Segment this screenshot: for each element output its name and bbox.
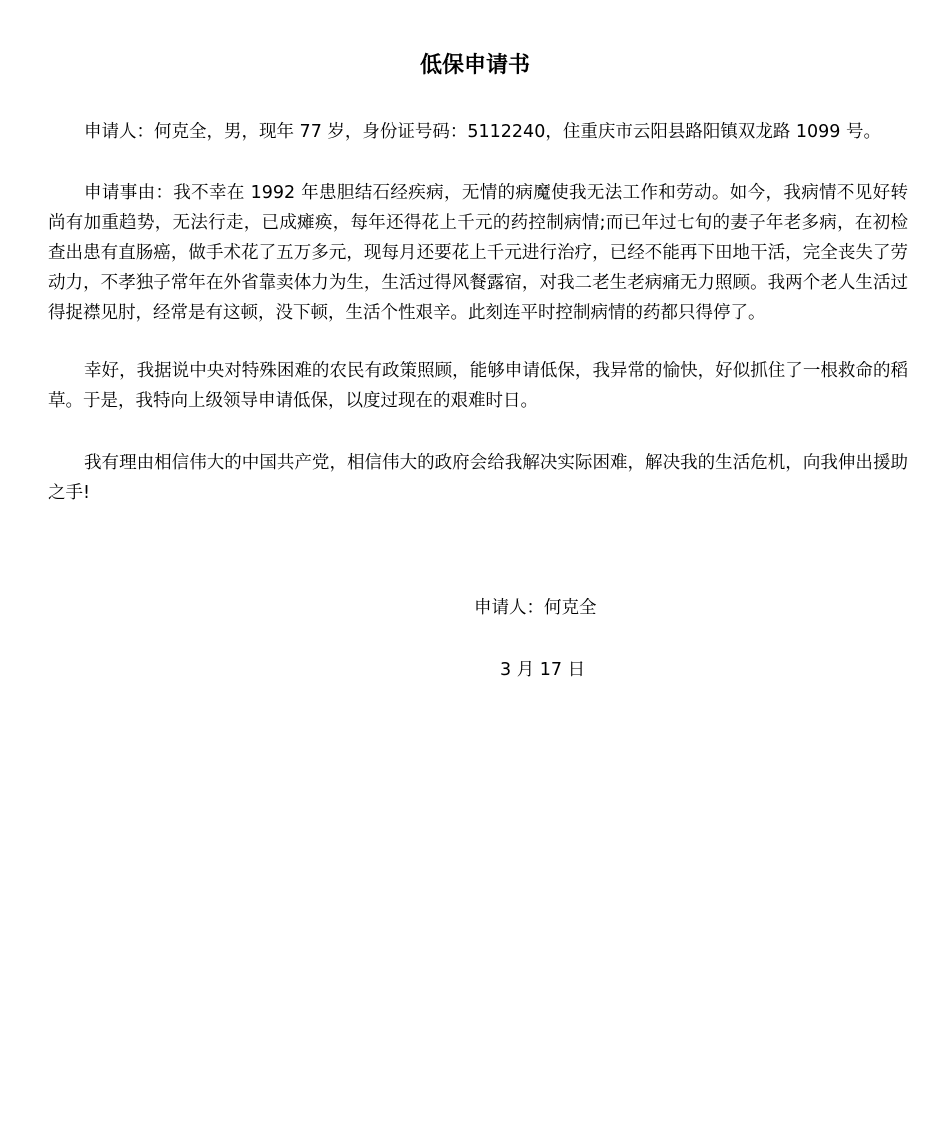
policy-paragraph: 幸好，我据说中央对特殊困难的农民有政策照顾，能够申请低保，我异常的愉快，好似抓住了一根救命的稻草。于是，我特向上级领导申请低保，以度过现在的艰难时日。 [48,361,908,411]
closing-paragraph: 我有理由相信伟大的中国共产党，相信伟大的政府会给我解决实际困难，解决我的生活危机，向我伸出援助之手! [48,453,908,503]
applicant-info-paragraph: 申请人：何克全，男，现年 77 岁，身份证号码：5112240，住重庆市云阳县路阳镇双龙路 1099 号。 [84,122,881,142]
document-title: 低保申请书 [419,53,530,78]
date-line: 3 月 17 日 [500,660,586,680]
signature-line: 申请人：何克全 [474,598,597,618]
application-reason-paragraph: 申请事由：我不幸在 1992 年患胆结石经疾病，无情的病魔使我无法工作和劳动。如今，我病情不见好转尚有加重趋势，无法行走，已成瘫痪，每年还得花上千元的药控制病情;而已年过七旬的妻子年老多病，在初检查出患有直肠癌，做手术花了五万多元，现每月还要花上千元进行治疗，已经不能再下田地干活，完全丧失了劳动力，不孝独子常年在外省靠卖体力为生，生活过得风餐露宿，对我二老生老病痛无力照顾。我两个老人生活过得捉襟见肘，经常是有这顿，没下顿，生活个性艰辛。此刻连平时控制病情的药都只得停了。 [48,183,908,323]
